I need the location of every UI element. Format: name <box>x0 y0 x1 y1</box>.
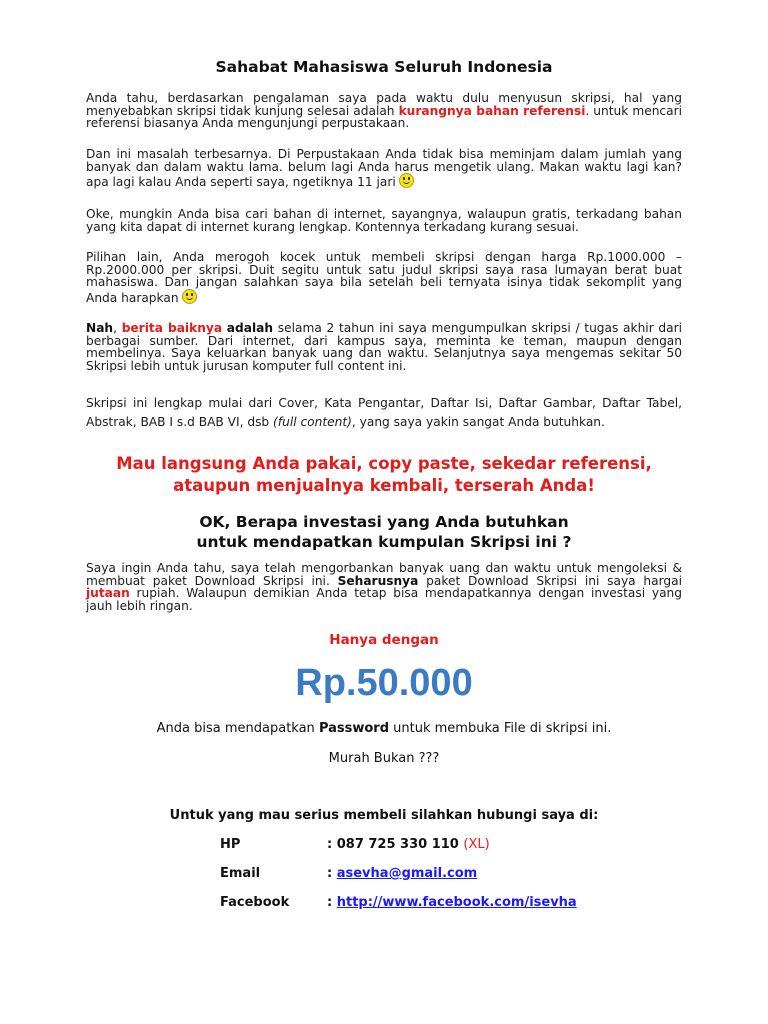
paragraph-isi-skripsi: Skripsi ini lengkap mulai dari Cover, Kata Pengantar, Daftar Isi, Daftar Gambar, Daftar Tabel, Abstrak, BAB I s.d BAB VI, dsb (full content), yang saya yakin sangat Anda butuhkan. <box>86 396 682 429</box>
facebook-link[interactable]: http://www.facebook.com/isevha <box>336 895 577 910</box>
facebook-label: Facebook <box>220 895 290 910</box>
murah-bukan-text: Murah Bukan ??? <box>328 751 440 766</box>
page-title: Sahabat Mahasiswa Seluruh Indonesia <box>215 58 553 76</box>
paragraph-intro: Anda tahu, berdasarkan pengalaman saya pada waktu dulu menyusun skripsi, hal yang menyebabkan skripsi tidak kunjung selesai adalah kurangnya bahan referensi. untuk mencari referensi biasanya Anda mengunjungi perpustakaan. <box>86 91 682 131</box>
hp-carrier-note: (XL) <box>463 837 490 852</box>
smiley-icon <box>399 173 414 188</box>
paragraph-berita-baik: Nah, berita baiknya adalah selama 2 tahun ini saya mengumpulkan skripsi / tugas akhir dari berbagai sumber. Dari internet, dari kampus saya, meminta ke teman, maupun dengan membelinya. Saya keluarkan banyak uang dan waktu. Selanjutnya saya mengemas sekitar 50 Skripsi lebih untuk jurusan komputer full content ini. <box>86 321 683 373</box>
headline-red: Mau langsung Anda pakai, copy paste, sekedar referensi, ataupun menjualnya kembali, terserah Anda! <box>116 454 652 495</box>
paragraph-internet: Oke, mungkin Anda bisa cari bahan di internet, sayangnya, walaupun gratis, terkadang bahan yang kita dapat di internet kurang lengkap. Kontennya terkadang kurang sesuai. <box>86 207 682 234</box>
paragraph-pilihan-lain: Pilihan lain, Anda merogoh kocek untuk membeli skripsi dengan harga Rp.1000.000 – Rp.2000.000 per skripsi. Duit segitu untuk satu judul skripsi saya rasa lumayan berat buat mahasiswa. Dan jangan salahkan saya bila setelah beli ternyata isinya tidak sekomplit yang Anda harapkan <box>86 250 682 305</box>
password-line: Anda bisa mendapatkan Password untuk membuka File di skripsi ini. <box>156 721 612 736</box>
hanya-dengan-label: Hanya dengan <box>329 632 439 648</box>
hp-label: HP <box>220 837 241 852</box>
email-link[interactable]: asevha@gmail.com <box>336 866 478 881</box>
headline-investasi: OK, Berapa investasi yang Anda butuhkan untuk mendapatkan kumpulan Skripsi ini ? <box>196 513 572 551</box>
smiley-icon <box>182 289 197 304</box>
highlight-kurangnya-referensi: kurangnya bahan referensi <box>398 103 586 118</box>
hp-value: : 087 725 330 110 (XL) <box>327 837 490 852</box>
paragraph-investasi: Saya ingin Anda tahu, saya telah mengorbankan banyak uang dan waktu untuk mengoleksi & membuat paket Download Skripsi ini. Seharusnya paket Download Skripsi ini saya hargai jutaan rupiah. Walaupun demikian Anda tetap bisa mendapatkannya dengan investasi yang jauh lebih ringan. <box>86 561 682 613</box>
paragraph-perpustakaan: Dan ini masalah terbesarnya. Di Perpustakaan Anda tidak bisa meminjam dalam jumlah yang banyak dan dalam waktu lama. belum lagi Anda harus mengetik ulang. Makan waktu lagi kan? apa lagi kalau Anda seperti saya, ngetiknya 11 jari <box>86 147 682 190</box>
document-page: Sahabat Mahasiswa Seluruh Indonesia Anda tahu, berdasarkan pengalaman saya pada waktu dulu menyusun skripsi, hal yang menyebabkan skripsi tidak kunjung selesai adalah kurangnya bahan referensi. untuk mencari referensi biasanya Anda mengunjungi perpustakaan. Dan ini masalah terbesarnya. Di Perpustakaan Anda tidak bisa meminjam dalam jumlah yang banyak dan dalam waktu lama. belum lagi Anda harus mengetik ulang. Makan waktu lagi kan? apa lagi kalau Anda seperti saya, ngetiknya 11 jari Oke, mungkin Anda bisa cari bahan di internet, sayangnya, walaupun gratis, terkadang bahan yang kita dapat di internet kurang lengkap. Kontennya terkadang kurang sesuai. Pilihan lain, Anda merogoh kocek untuk membeli skripsi dengan harga Rp.1000.000 – Rp.2000.000 per skripsi. Duit segitu untuk satu judul skripsi saya rasa lumayan berat buat mahasiswa. Dan jangan salahkan saya bila setelah beli ternyata isinya tidak sekomplit yang Anda harapkan Nah, berita baiknya adalah selama 2 tahun ini saya mengumpulkan skripsi / tugas akhir dari berbagai sumber. Dari internet, dari kampus saya, meminta ke teman, maupun dengan membelinya. Saya keluarkan banyak uang dan waktu. Selanjutnya saya mengemas sekitar 50 Skripsi lebih untuk jurusan komputer full content ini. Skripsi ini lengkap mulai dari Cover, Kata Pengantar, Daftar Isi, Daftar Gambar, Daftar Tabel, Abstrak, BAB I s.d BAB VI, dsb (full content), yang saya yakin sangat Anda butuhkan. Mau langsung Anda pakai, copy paste, sekedar referensi, ataupun menjualnya kembali, terserah Anda! OK, Berapa investasi yang Anda butuhkan untuk mendapatkan kumpulan Skripsi ini ? Saya ingin Anda tahu, saya telah mengorbankan banyak uang dan waktu untuk mengoleksi & membuat paket Download Skripsi ini. Seharusnya paket Download Skripsi ini saya hargai jutaan rupiah. Walaupun demikian Anda tetap bisa mendapatkannya dengan investasi yang jauh lebih ringan. Hanya dengan Rp.50.000 Anda bisa mendapatkan Password untuk membuka File di skripsi ini. Murah Bukan ??? Untuk yang mau serius membeli silahkan hubungi saya di: HP : 087 725 330 110 (XL) Email : asevha@gmail.com Facebook : http://www.facebook.com/isevha <box>0 0 768 1024</box>
contact-intro: Untuk yang mau serius membeli silahkan hubungi saya di: <box>169 808 599 823</box>
email-label: Email <box>220 866 261 881</box>
price-text: Rp.50.000 <box>295 662 473 704</box>
